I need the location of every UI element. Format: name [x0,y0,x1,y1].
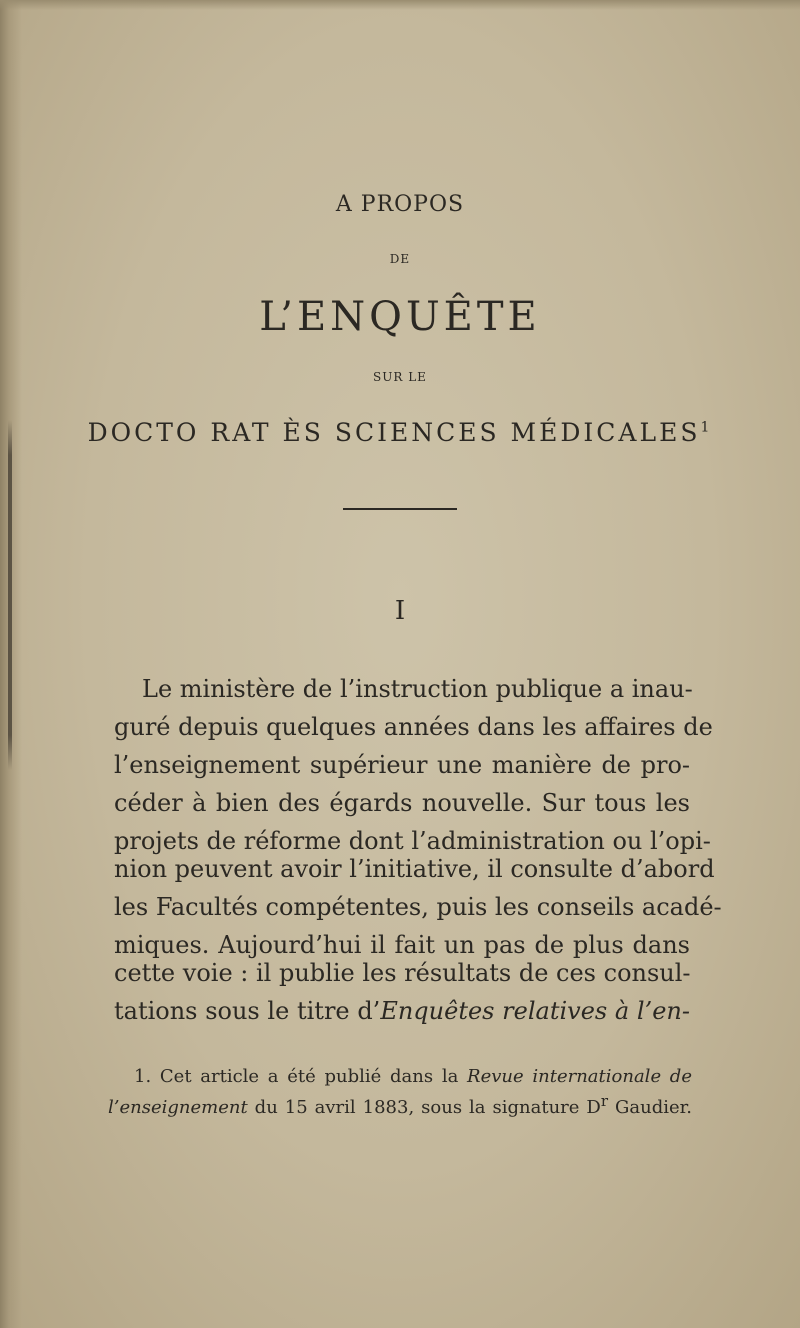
body-line: cette voie : il publie les résultats de ces consul- [114,959,691,987]
binding-mark [8,420,12,770]
body-last-prefix: tations sous le titre d’ [114,997,381,1025]
body-line: nion peuvent avoir l’initiative, il consulte d’abord [114,855,715,883]
footnote-date: du 15 avril 1883, sous la signature D [247,1097,601,1118]
body-line: miques. Aujourd’hui il fait un pas de plus dans [114,931,690,959]
heading-enquete: L’ENQUÊTE [259,294,541,340]
section-number: I [394,596,406,626]
heading-doctorat [0,418,800,447]
footnote-journal-end: l’enseignement [108,1097,248,1118]
body-line: projets de réforme dont l’administration ou l’opi- [114,827,711,855]
footnote-sup: r [600,1092,609,1110]
heading-doctorat-text: DOCTO RAT ÈS SCIENCES MÉDICALES [87,418,701,447]
footnote-prefix: 1. Cet article a été publié dans la [134,1066,468,1087]
body-line-last [114,996,690,1026]
heading-sur-le: SUR LE [373,370,427,384]
footnote-line-2 [108,1090,692,1119]
body-line: guré depuis quelques années dans les affaires de [114,713,713,741]
body-line: les Facultés compétentes, puis les conseils acadé- [114,893,722,921]
footnote-marker: 1 [700,419,713,436]
heading-de: DE [389,252,411,266]
title-rule [343,508,457,510]
footnote-line-1 [134,1066,692,1088]
page-top-shadow [0,0,800,10]
body-line: l’enseignement supérieur une manière de pro- [114,751,690,779]
body-line: Le ministère de l’instruction publique a inau- [142,675,693,703]
footnote-signature: Gaudier. [608,1097,692,1118]
heading-a-propos: A PROPOS [335,192,465,217]
footnote-journal: Revue internationale de [467,1066,692,1087]
body-line: céder à bien des égards nouvelle. Sur tous les [114,789,690,817]
body-last-italic: Enquêtes relatives à l’en- [380,997,690,1025]
